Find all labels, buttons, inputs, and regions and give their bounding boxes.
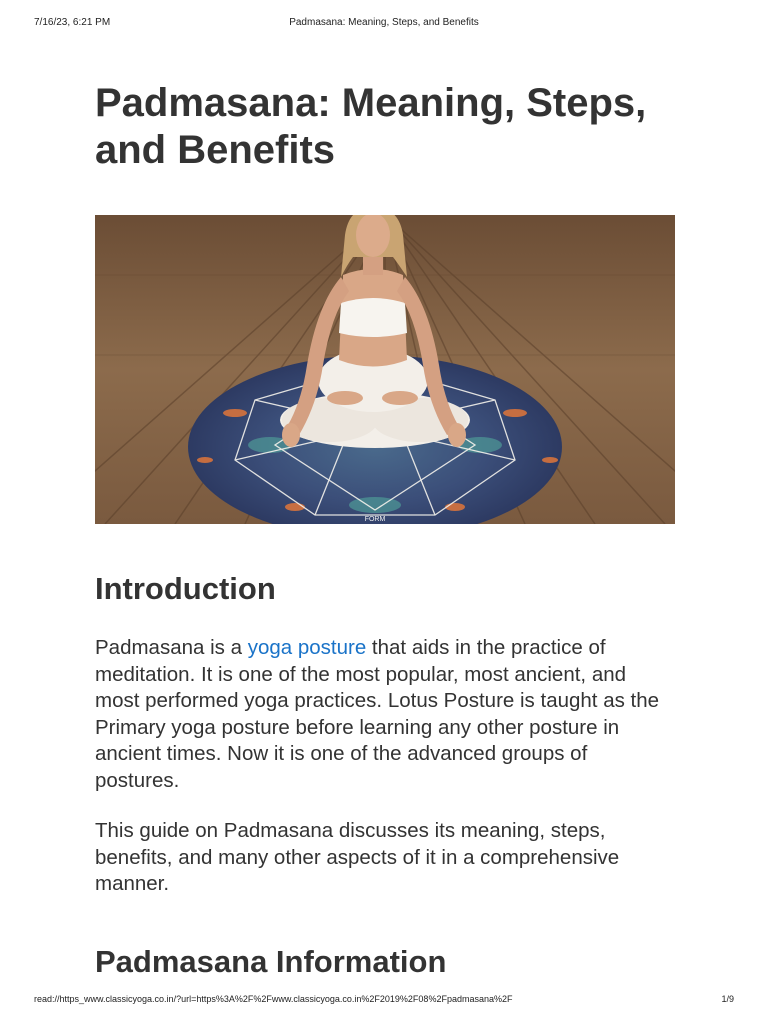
intro-paragraph	[95, 635, 665, 794]
print-footer	[34, 994, 734, 1008]
print-url: read://https_www.classicyoga.co.in/?url=https%3A%2F%2Fwww.classicyoga.co.in%2F2019%2F08%2Fpadmasana%2F	[34, 994, 513, 1004]
hero-image	[95, 215, 675, 524]
guide-paragraph: This guide on Padmasana discusses its meaning, steps, benefits, and many other aspects of it in a comprehensive manner.	[95, 819, 620, 895]
print-doc-title: Padmasana: Meaning, Steps, and Benefits	[289, 17, 479, 28]
intro-text-rest: that aids in the practice of meditation. It is one of the most popular, most ancient, and most performed yoga practices. Lotus Posture is taught as the Primary yoga posture before learning any other posture in ancient times. Now it is one of the advanced groups of postures.	[95, 636, 660, 792]
yoga-posture-link[interactable]: yoga posture	[247, 636, 367, 659]
print-datetime: 7/16/23, 6:21 PM	[34, 17, 111, 28]
section-heading-padmasana-information: Padmasana Information	[95, 944, 447, 979]
section-heading-introduction: Introduction	[95, 571, 276, 606]
print-header	[34, 17, 734, 31]
intro-text-start: Padmasana is a	[95, 636, 248, 659]
page-title: Padmasana: Meaning, Steps, and Benefits	[95, 81, 647, 172]
mat-label: FORM	[364, 516, 386, 523]
lotus-pose-photo	[95, 215, 675, 524]
page-number: 1/9	[721, 994, 734, 1004]
